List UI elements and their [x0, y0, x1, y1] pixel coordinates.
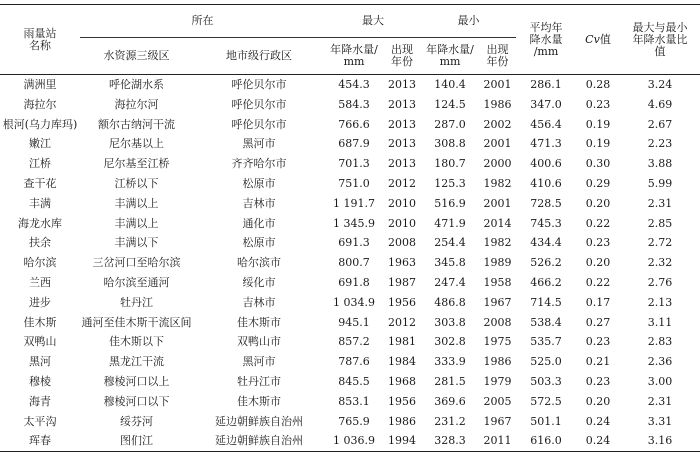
cell-mean: 456.4: [530, 117, 562, 131]
cell-region: 三岔河口至哈尔滨: [92, 256, 181, 270]
cell-min-year: 1986: [483, 355, 512, 369]
cell-min-year: 2000: [483, 157, 512, 171]
cell-mean: 728.5: [530, 196, 562, 210]
cell-min-year: 1975: [483, 335, 512, 349]
cell-max: 766.6: [338, 117, 370, 131]
cell-station: 扶余: [29, 236, 51, 250]
cell-min-year: 1982: [483, 176, 512, 190]
cell-cv: 0.30: [585, 157, 611, 171]
cell-max: 845.5: [338, 374, 370, 388]
cell-mean: 434.4: [530, 236, 562, 250]
cell-ratio: 2.31: [647, 196, 673, 210]
cell-region: 丰满以下: [114, 236, 159, 250]
cell-station: 太平沟: [23, 414, 57, 428]
cell-cv: 0.24: [576, 431, 620, 451]
cell-min: 516.9: [434, 196, 466, 210]
cell-cv: 0.17: [585, 295, 611, 309]
cell-max-year: 2013: [388, 117, 416, 131]
cell-min-year: 2001: [483, 196, 512, 210]
cell-max-year: 1994: [383, 431, 421, 451]
cell-cv: 0.19: [585, 117, 611, 131]
cell-max-year: 1956: [388, 295, 416, 309]
cell-city: 呼伦贝尔市: [231, 117, 287, 131]
table-row: [0, 372, 700, 392]
cell-min: 369.6: [434, 394, 466, 408]
header-cv-suffix: 值: [599, 32, 611, 46]
table-row: [0, 115, 700, 135]
cell-max-year: 1963: [388, 256, 416, 270]
cell-city: 延边朝鲜族自治州: [215, 414, 303, 428]
table-row: [0, 174, 700, 194]
table-row: [0, 95, 700, 115]
table-body: [0, 75, 700, 452]
cell-max-year: 2010: [388, 196, 416, 210]
cell-min: 328.3: [421, 431, 479, 451]
cell-min: 345.8: [434, 256, 466, 270]
cell-max-year: 1956: [388, 394, 416, 408]
cell-min: 124.5: [434, 97, 466, 111]
cell-max: 751.0: [338, 176, 370, 190]
table-header: [0, 5, 700, 75]
header-water-region: 水资源三级区: [80, 38, 193, 75]
cell-max: 1 345.9: [333, 216, 375, 230]
cell-ratio: 2.76: [647, 275, 673, 289]
cell-station: 江桥: [29, 157, 51, 171]
cell-min-year: 1982: [483, 236, 512, 250]
cell-mean: 466.2: [530, 275, 562, 289]
cell-max: 584.3: [338, 97, 370, 111]
cell-cv: 0.29: [585, 176, 611, 190]
cell-max-year: 1968: [388, 374, 416, 388]
header-max-precip: 年降水量/ mm: [325, 38, 383, 75]
cell-station: 嫩江: [29, 137, 51, 151]
cell-min-year: 2008: [483, 315, 512, 329]
cell-mean: 471.3: [530, 137, 562, 151]
cell-mean: 526.2: [530, 256, 562, 270]
cell-city: 双鸭山市: [237, 335, 281, 349]
cell-max: 701.3: [338, 157, 370, 171]
cell-max-year: 1984: [388, 355, 416, 369]
cell-ratio: 2.83: [647, 335, 673, 349]
header-min: 最小: [421, 5, 516, 38]
cell-min-year: 1979: [483, 374, 512, 388]
cell-cv: 0.24: [585, 414, 611, 428]
cell-city: 牡丹江市: [237, 374, 281, 388]
cell-city: 延边朝鲜族自治州: [193, 431, 325, 451]
table-row: [0, 352, 700, 372]
header-min-year: 出现 年份: [479, 38, 516, 75]
header-mean: 平均年 降水量 /mm: [516, 5, 576, 75]
cell-min: 287.0: [434, 117, 466, 131]
header-city: 地市级行政区: [193, 38, 325, 75]
cell-cv: 0.28: [585, 78, 611, 91]
cell-min: 303.8: [434, 315, 466, 329]
cell-mean: 572.5: [530, 394, 562, 408]
cell-max: 857.2: [338, 335, 370, 349]
cell-cv: 0.20: [585, 256, 611, 270]
cell-mean: 503.3: [530, 374, 562, 388]
cell-min-year: 1967: [483, 414, 512, 428]
cell-min: 308.8: [434, 137, 466, 151]
cell-ratio: 2.13: [647, 295, 673, 309]
cell-station: 海龙水库: [18, 216, 62, 230]
cell-city: 吉林市: [242, 196, 276, 210]
cell-max-year: 2012: [388, 315, 416, 329]
cell-city: 吉林市: [242, 295, 276, 309]
cell-min: 471.9: [434, 216, 466, 230]
cell-max: 687.9: [338, 137, 370, 151]
table-row: [0, 194, 700, 214]
cell-min-year: 1958: [483, 275, 512, 289]
cell-station: 穆棱: [29, 374, 51, 388]
cell-cv: 0.22: [585, 216, 611, 230]
precipitation-table: [0, 4, 700, 452]
cell-ratio: 2.72: [647, 236, 673, 250]
cell-max: 691.8: [338, 275, 370, 289]
cell-city: 佳木斯市: [237, 315, 281, 329]
table-row: [0, 253, 700, 273]
cell-ratio: 3.24: [647, 78, 673, 91]
cell-region: 佳木斯以下: [109, 335, 164, 349]
cell-ratio: 2.36: [647, 355, 673, 369]
cell-ratio: 4.69: [647, 97, 673, 111]
cell-mean: 745.3: [530, 216, 562, 230]
cell-region: 呼伦湖水系: [109, 78, 164, 91]
cell-min-year: 2001: [483, 78, 512, 91]
cell-station: 珲春: [0, 431, 80, 451]
cell-station: 哈尔滨: [23, 256, 57, 270]
cell-max-year: 2012: [388, 176, 416, 190]
cell-max-year: 2013: [388, 78, 416, 91]
cell-city: 通化市: [242, 216, 276, 230]
cell-cv: 0.27: [585, 315, 611, 329]
cell-min: 247.4: [434, 275, 466, 289]
table-row: [0, 293, 700, 313]
cell-min: 231.2: [434, 414, 466, 428]
cell-station: 佳木斯: [23, 315, 57, 329]
cell-max: 787.6: [338, 355, 370, 369]
cell-mean: 616.0: [516, 431, 576, 451]
cell-min: 180.7: [434, 157, 466, 171]
cell-cv: 0.23: [585, 335, 611, 349]
table-row: [0, 233, 700, 253]
table-row: [0, 332, 700, 352]
cell-city: 哈尔滨市: [237, 256, 281, 270]
cell-min: 140.4: [434, 78, 466, 91]
cell-station: 查干花: [23, 176, 57, 190]
header-location: 所在: [80, 5, 325, 38]
cell-city: 呼伦贝尔市: [231, 97, 287, 111]
cell-city: 呼伦贝尔市: [231, 78, 287, 91]
cell-min-year: 1986: [483, 97, 512, 111]
cell-cv: 0.23: [585, 236, 611, 250]
cell-max: 765.9: [338, 414, 370, 428]
cell-max: 454.3: [338, 78, 370, 91]
cell-city: 齐齐哈尔市: [231, 157, 287, 171]
cell-ratio: 3.00: [647, 374, 673, 388]
cell-min: 254.4: [434, 236, 466, 250]
cell-region: 图们江: [80, 431, 193, 451]
cell-region: 通河至佳木斯干流区间: [81, 315, 192, 329]
cell-mean: 525.0: [530, 355, 562, 369]
cell-min: 333.9: [434, 355, 466, 369]
cell-ratio: 2.85: [647, 216, 673, 230]
cell-ratio: 2.32: [647, 256, 673, 270]
cell-cv: 0.21: [585, 355, 611, 369]
table-row: [0, 134, 700, 154]
table-row: [0, 412, 700, 432]
table-row: [0, 214, 700, 234]
header-cv-symbol: Cv: [585, 32, 600, 46]
cell-station: 双鸭山: [23, 335, 57, 349]
cell-region: 尼尔基至江桥: [103, 157, 170, 171]
cell-region: 江桥以下: [114, 176, 159, 190]
cell-max: 800.7: [338, 256, 370, 270]
cell-city: 佳木斯市: [237, 394, 281, 408]
cell-station: 满洲里: [23, 78, 57, 91]
cell-cv: 0.20: [585, 394, 611, 408]
cell-mean: 410.6: [530, 176, 562, 190]
cell-max-year: 2008: [388, 236, 416, 250]
header-cv: [576, 5, 620, 75]
cell-city: 绥化市: [242, 275, 276, 289]
cell-region: 丰满以上: [114, 216, 159, 230]
cell-mean: 347.0: [530, 97, 562, 111]
cell-min-year: 1989: [483, 256, 512, 270]
cell-ratio: 3.16: [620, 431, 700, 451]
cell-city: 黑河市: [242, 137, 276, 151]
cell-max-year: 1981: [388, 335, 416, 349]
cell-cv: 0.22: [585, 275, 611, 289]
cell-min-year: 1967: [483, 295, 512, 309]
cell-region: 穆棱河口以上: [103, 374, 170, 388]
cell-max-year: 1987: [388, 275, 416, 289]
cell-mean: 538.4: [530, 315, 562, 329]
cell-mean: 535.7: [530, 335, 562, 349]
cell-max-year: 2013: [388, 97, 416, 111]
cell-max: 1 191.7: [333, 196, 375, 210]
cell-station: 丰满: [29, 196, 51, 210]
cell-cv: 0.23: [585, 374, 611, 388]
cell-region: 尼尔基以上: [109, 137, 164, 151]
cell-max-year: 2010: [388, 216, 416, 230]
cell-min: 486.8: [434, 295, 466, 309]
cell-ratio: 2.31: [647, 394, 673, 408]
cell-min: 302.8: [434, 335, 466, 349]
cell-region: 绥芬河: [120, 414, 153, 428]
cell-min-year: 2005: [483, 394, 512, 408]
table-row: [0, 273, 700, 293]
cell-region: 穆棱河口以下: [103, 394, 170, 408]
cell-mean: 400.6: [530, 157, 562, 171]
cell-min-year: 2002: [483, 117, 512, 131]
cell-region: 黑龙江干流: [109, 355, 164, 369]
cell-station: 海拉尔: [23, 97, 57, 111]
cell-station: 进步: [29, 295, 51, 309]
table-row: [0, 313, 700, 333]
cell-max: 691.3: [338, 236, 370, 250]
cell-cv: 0.19: [585, 137, 611, 151]
cell-ratio: 2.23: [647, 137, 673, 151]
cell-ratio: 2.67: [647, 117, 673, 131]
cell-min: 125.3: [434, 176, 466, 190]
table-row: [0, 392, 700, 412]
cell-city: 松原市: [242, 236, 276, 250]
table-row: [0, 75, 700, 95]
cell-min-year: 2011: [479, 431, 516, 451]
cell-station: 根河(乌力库玛): [2, 117, 78, 131]
cell-max-year: 1986: [388, 414, 416, 428]
cell-region: 哈尔滨至通河: [103, 275, 170, 289]
table-row: [0, 154, 700, 174]
cell-cv: 0.20: [585, 196, 611, 210]
cell-ratio: 3.31: [647, 414, 673, 428]
cell-city: 松原市: [242, 176, 276, 190]
cell-region: 额尔古纳河干流: [98, 117, 175, 131]
cell-region: 牡丹江: [120, 295, 153, 309]
cell-max-year: 2013: [388, 157, 416, 171]
cell-min-year: 2001: [483, 137, 512, 151]
cell-region: 海拉尔河: [114, 97, 159, 111]
header-ratio: 最大与最小 年降水量比 值: [620, 5, 700, 75]
header-min-precip: 年降水量/ mm: [421, 38, 479, 75]
cell-min: 281.5: [434, 374, 466, 388]
cell-max: 1 036.9: [325, 431, 383, 451]
cell-max: 945.1: [338, 315, 370, 329]
cell-max-year: 2013: [388, 137, 416, 151]
cell-min-year: 2014: [483, 216, 512, 230]
header-max: 最大: [325, 5, 421, 38]
table-row: [0, 431, 700, 451]
cell-mean: 501.1: [530, 414, 562, 428]
cell-station: 海青: [29, 394, 51, 408]
cell-cv: 0.23: [585, 97, 611, 111]
header-max-year: 出现 年份: [383, 38, 421, 75]
cell-city: 黑河市: [242, 355, 276, 369]
cell-ratio: 3.11: [647, 315, 673, 329]
cell-station: 黑河: [29, 355, 51, 369]
cell-station: 兰西: [29, 275, 51, 289]
cell-max: 1 034.9: [333, 295, 375, 309]
header-station: 雨量站 名称: [0, 5, 80, 75]
cell-region: 丰满以上: [114, 196, 159, 210]
cell-mean: 714.5: [530, 295, 562, 309]
cell-ratio: 3.88: [647, 157, 673, 171]
cell-max: 853.1: [338, 394, 370, 408]
cell-ratio: 5.99: [647, 176, 673, 190]
cell-mean: 286.1: [530, 78, 562, 91]
